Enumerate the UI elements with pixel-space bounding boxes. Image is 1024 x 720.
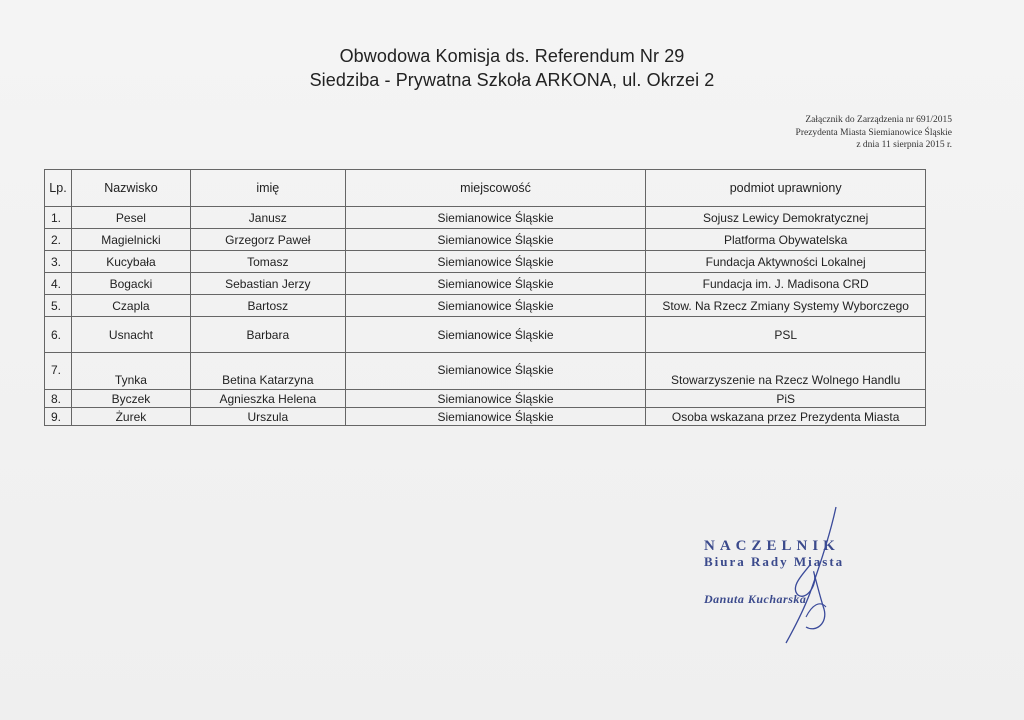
cell-surname: Magielnicki [71,229,190,251]
cell-entity: Stowarzyszenie na Rzecz Wolnego Handlu [646,353,926,390]
members-table [44,169,926,426]
cell-lp: 4. [45,273,72,295]
commission-title: Obwodowa Komisja ds. Referendum Nr 29 [339,46,685,66]
table-row [45,390,926,408]
cell-first-name: Janusz [190,207,345,229]
cell-surname: Czapla [71,295,190,317]
attachment-note [796,114,952,152]
cell-entity: Platforma Obywatelska [646,229,926,251]
cell-lp: 7. [45,353,72,390]
table-header-row [45,170,926,207]
table-row [45,229,926,251]
cell-lp: 6. [45,317,72,353]
cell-lp: 5. [45,295,72,317]
cell-surname: Usnacht [71,317,190,353]
cell-town: Siemianowice Śląskie [345,353,646,390]
attachment-line-2: Prezydenta Miasta Siemianowice Śląskie [795,127,952,138]
cell-entity: Fundacja Aktywności Lokalnej [646,251,926,273]
cell-surname: Bogacki [71,273,190,295]
cell-lp: 9. [45,408,72,426]
cell-first-name: Grzegorz Paweł [190,229,345,251]
cell-first-name: Tomasz [190,251,345,273]
cell-town: Siemianowice Śląskie [345,229,646,251]
cell-surname: Tynka [71,353,190,390]
cell-lp: 1. [45,207,72,229]
cell-entity: Osoba wskazana przez Prezydenta Miasta [646,408,926,426]
cell-first-name: Urszula [190,408,345,426]
table-row [45,353,926,390]
cell-town: Siemianowice Śląskie [345,251,646,273]
cell-surname: Kucybała [71,251,190,273]
cell-lp: 8. [45,390,72,408]
header-town: miejscowość [345,170,646,207]
commission-seat: Siedziba - Prywatna Szkoła ARKONA, ul. Okrzei 2 [309,70,715,90]
cell-entity: Stow. Na Rzecz Zmiany Systemy Wyborczego [646,295,926,317]
cell-lp: 2. [45,229,72,251]
cell-entity: Fundacja im. J. Madisona CRD [646,273,926,295]
table-row [45,408,926,426]
attachment-line-1: Załącznik do Zarządzenia nr 691/2015 [805,115,952,125]
cell-surname: Byczek [71,390,190,408]
cell-first-name: Bartosz [190,295,345,317]
cell-town: Siemianowice Śląskie [345,207,646,229]
table-row [45,295,926,317]
cell-first-name: Agnieszka Helena [190,390,345,408]
header-first-name: imię [190,170,345,207]
table-row [45,207,926,229]
header-entity: podmiot uprawniony [646,170,926,207]
table-row [45,251,926,273]
cell-first-name: Sebastian Jerzy [190,273,345,295]
cell-town: Siemianowice Śląskie [345,390,646,408]
cell-town: Siemianowice Śląskie [345,295,646,317]
cell-entity: PiS [646,390,926,408]
header-surname: Nazwisko [71,170,190,207]
stamp-office: Biura Rady Miasta [704,554,845,569]
cell-entity: Sojusz Lewicy Demokratycznej [646,207,926,229]
cell-entity: PSL [646,317,926,353]
cell-town: Siemianowice Śląskie [345,317,646,353]
cell-first-name: Betina Katarzyna [190,353,345,390]
cell-surname: Żurek [71,408,190,426]
cell-lp: 3. [45,251,72,273]
table-row [45,317,926,353]
stamp-title: NACZELNIK [704,538,840,554]
header-lp: Lp. [45,170,72,207]
cell-surname: Pesel [71,207,190,229]
signature-icon [740,505,860,650]
attachment-line-3: z dnia 11 sierpnia 2015 r. [856,140,952,150]
cell-town: Siemianowice Śląskie [345,273,646,295]
cell-first-name: Barbara [190,317,345,353]
cell-town: Siemianowice Śląskie [345,408,646,426]
stamp-name: Danuta Kucharska [704,592,807,606]
table-row [45,273,926,295]
